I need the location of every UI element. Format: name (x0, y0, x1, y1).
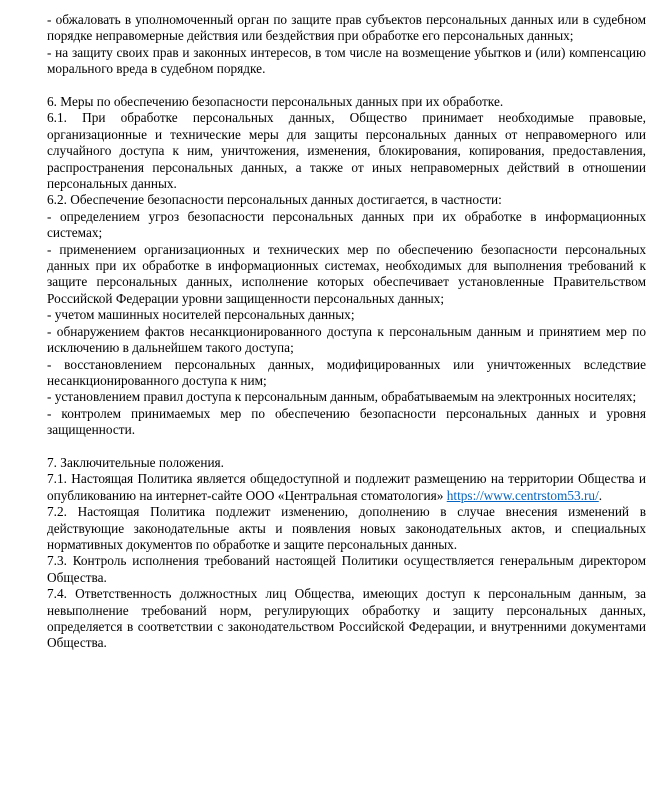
document-body (47, 12, 646, 652)
section7-title: 7. Заключительные положения. (47, 454, 225, 470)
list-item: - восстановлением персональных данных, модифицированных или уничтоженных вследствие несанкционированного доступа к ним; (47, 356, 646, 388)
section7-p1-text: 7.1. Настоящая Политика является общедоступной и подлежит размещению на территории Общества и опубликованию на интернет-сайте ООО «Центральная стоматология» (47, 471, 646, 503)
section7-p4: 7.4. Ответственность должностных лиц Общества, имеющих доступ к персональным данным, за невыполнение требований норм, регулирующих обработку и защиту персональных данных, определяется в соответствии с законодательством Российской Федерации, и внутренними документами Общества. (47, 586, 646, 651)
list-item: - применением организационных и технических мер по обеспечению безопасности персональных данных при их обработке в информационных системах, необходимых для выполнения требований к защите персональных данных, исполнение которых обеспечивает установленные Правительством Российской Федерации уровни защищенности персональных данных; (47, 241, 646, 306)
right-appeal: - обжаловать в уполномоченный орган по защите прав субъектов персональных данных или в судебном порядке неправомерные действия или бездействия при обработке его персональных данных; (47, 12, 646, 44)
website-link[interactable]: https://www.centrstom53.ru/ (446, 487, 599, 503)
right-protect: - на защиту своих прав и законных интересов, в том числе на возмещение убытков и (или) компенсацию морального вреда в судебном порядке. (47, 44, 646, 77)
list-item: - обнаружением фактов несанкционированного доступа к персональным данным и принятием мер по исключению в дальнейшем такого доступа; (47, 323, 646, 356)
section7-p1-end: . (598, 487, 603, 503)
list-item: - учетом машинных носителей персональных данных; (47, 307, 355, 323)
section6-p2: 6.2. Обеспечение безопасности персональных данных достигается, в частности: (47, 192, 502, 208)
list-item: - контролем принимаемых мер по обеспечению безопасности персональных данных и уровня защищенности. (47, 405, 646, 438)
section6-title: 6. Меры по обеспечению безопасности персональных данных при их обработке. (47, 94, 504, 110)
section7-p3: 7.3. Контроль исполнения требований настоящей Политики осуществляется генеральным директором Общества. (47, 553, 646, 585)
section7-p1 (47, 471, 646, 504)
section7-p2: 7.2. Настоящая Политика подлежит изменению, дополнению в случае внесения изменений в действующие законодательные акты и появления новых законодательных актов, и специальных нормативных документов по обработке и защите персональных данных. (47, 504, 646, 552)
list-item: - установлением правил доступа к персональным данным, обрабатываемым на электронных носителях; (47, 389, 637, 405)
list-item: - определением угроз безопасности персональных данных при их обработке в информационных системах; (47, 208, 646, 241)
section6-p1: 6.1. При обработке персональных данных, Общество принимает необходимые правовые, организационные и технические меры для защиты персональных данных от неправомерного или случайного доступа к ним, уничтожения, изменения, блокирования, копирования, предоставления, распространения персональных данных, а также от иных неправомерных действий в отношении персональных данных. (47, 110, 646, 192)
